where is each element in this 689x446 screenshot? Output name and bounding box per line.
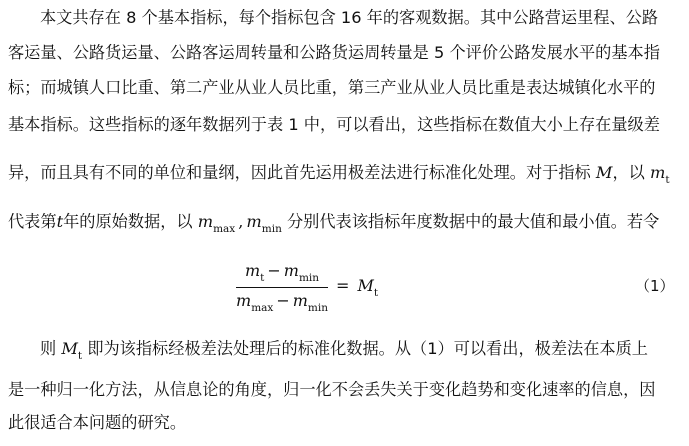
- fraction-bar: [236, 287, 328, 288]
- symbol-m: m: [244, 261, 261, 280]
- equation-number: （1）: [635, 277, 675, 295]
- text-run: 标；而城镇人口比重、第二产业从业人员比重，第三产业从业人员比重是表达城镇化水平的: [8, 78, 656, 97]
- comma: ,: [238, 212, 244, 231]
- text-run: 本文共存在 8 个基本指标，每个指标包含 16 年的客观数据。其中公路营运里程、公路: [40, 8, 659, 27]
- subscript-t: t: [373, 287, 379, 299]
- subscript-t: t: [665, 174, 670, 186]
- symbol-M: M: [357, 276, 374, 295]
- symbol-M: M: [61, 339, 78, 358]
- equals-sign: =: [336, 276, 350, 295]
- text-run: 客运量、公路货运量、公路客运周转量和公路货运周转量是 5 个评价公路发展水平的基本指: [8, 43, 660, 62]
- text-run: 即为该指标经极差法处理后的标准化数据。从（1）可以看出，极差法在本质上: [87, 339, 648, 358]
- subscript-max: max: [213, 223, 236, 235]
- symbol-t: t: [56, 212, 64, 231]
- symbol-m: m: [283, 261, 299, 280]
- paragraph-1-line-5: [8, 158, 679, 188]
- paragraph-2-line-2: [8, 375, 679, 405]
- paragraph-1-line-3: [8, 73, 679, 103]
- text-run: 则: [40, 339, 57, 358]
- symbol-m-max: m: [197, 212, 214, 231]
- text-run: 年的原始数据，以: [63, 212, 193, 231]
- paragraph-2-line-1: [40, 334, 679, 364]
- paragraph-1-line-4: [8, 110, 679, 140]
- subscript-min: min: [298, 272, 320, 284]
- minus-sign: −: [276, 291, 290, 310]
- numerator: [236, 260, 328, 282]
- symbol-m: m: [236, 291, 252, 310]
- equation-rhs: [333, 275, 378, 297]
- text-run: 分别代表该指标年度数据中的最大值和最小值。若令: [286, 212, 660, 231]
- symbol-M: M: [595, 163, 613, 182]
- denominator: [236, 290, 328, 312]
- symbol-m-min: m: [246, 212, 262, 231]
- text-run: 是一种归一化方法，从信息论的角度，归一化不会丢失关于变化趋势和变化速率的信息，因: [8, 380, 656, 399]
- equation-1: [0, 258, 689, 320]
- text-run: ，以: [612, 163, 645, 182]
- text-run: 代表第: [8, 212, 57, 231]
- paragraph-1-line-1: [40, 3, 679, 33]
- subscript-min: min: [307, 302, 328, 314]
- paragraph-1-line-2: [8, 38, 679, 68]
- subscript-t: t: [77, 350, 83, 362]
- text-run: 基本指标。这些指标的逐年数据列于表 1 中，可以看出，这些指标在数值大小上存在量级差: [8, 115, 660, 134]
- minus-sign: −: [267, 261, 281, 280]
- paragraph-1-line-6: [8, 207, 679, 237]
- subscript-min: min: [261, 223, 282, 235]
- symbol-m: m: [292, 291, 308, 310]
- text-run: 异，而且具有不同的单位和量纲，因此首先运用极差法进行标准化处理。对于指标: [8, 163, 591, 182]
- symbol-m: m: [650, 163, 666, 182]
- subscript-max: max: [251, 302, 274, 314]
- text-run: 此很适合本问题的研究。: [8, 413, 187, 432]
- subscript-t: t: [260, 272, 265, 284]
- paragraph-2-line-3: [8, 408, 679, 438]
